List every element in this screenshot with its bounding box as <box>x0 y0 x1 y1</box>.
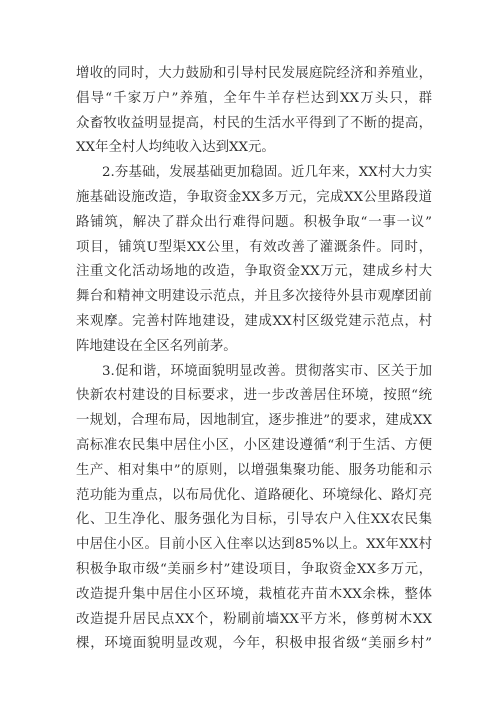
text-line: 快新农村建设的目标要求，进一步改善居住环境，按照“统 <box>76 388 432 404</box>
text-line: 中居住小区。目前小区入住率以达到85%以上。XX年XX村 <box>76 537 432 553</box>
document-body <box>76 62 432 657</box>
text-line: 改造提升集中居住小区环境，栽植花卉苗木XX余株，整体 <box>76 586 432 602</box>
text-line: 增收的同时，大力鼓励和引导村民发展庭院经济和养殖业， <box>76 66 432 81</box>
text-line: 倡导“千家万户”养殖，全年牛羊存栏达到XX万头只，群 <box>76 90 432 106</box>
text-line: 注重文化活动场地的改造，争取资金XX万元，建成乡村大 <box>76 264 432 280</box>
text-line: 范功能为重点，以布局优化、道路硬化、环境绿化、路灯亮 <box>76 487 432 503</box>
text-line: 化、卫生净化、服务强化为目标，引导农户入住XX农民集 <box>76 512 432 528</box>
section-2-heading-line: 2.夯基础，发展基础更加稳固。近几年来，XX村大力实 <box>102 165 432 181</box>
text-line: 项目，铺筑U型渠XX公里，有效改善了灌溉条件。同时， <box>76 239 432 255</box>
text-line: 舞台和精神文明建设示范点，并且多次接待外县市观摩团前 <box>76 289 432 305</box>
text-line: 来观摩。完善村阵地建设，建成XX村区级党建示范点，村 <box>76 313 432 329</box>
text-line: 棵，环境面貌明显改观，今年，积极申报省级“美丽乡村” <box>76 636 432 652</box>
text-line: 生产、相对集中”的原则，以增强集聚功能、服务功能和示 <box>76 462 432 478</box>
text-line: 施基础设施改造，争取资金XX多万元，完成XX公里路段道 <box>76 189 432 205</box>
text-line: 一规划，合理布局，因地制宜，逐步推进”的要求，建成XX <box>76 413 432 429</box>
text-line: 改造提升居民点XX个，粉刷前墙XX平方米，修剪树木XX <box>76 611 432 627</box>
text-line: XX年全村人均纯收入达到XX元。 <box>76 140 275 156</box>
text-line: 路铺筑，解决了群众出行难得问题。积极争取“一事一议” <box>76 214 432 230</box>
text-line: 阵地建设在全区名列前茅。 <box>76 338 237 354</box>
text-line: 积极争取市级“美丽乡村”建设项目，争取资金XX多万元， <box>76 561 432 577</box>
section-3-heading-line: 3.促和谐，环境面貌明显改善。贯彻落实市、区关于加 <box>102 363 432 379</box>
text-line: 众畜牧收益明显提高，村民的生活水平得到了不断的提高， <box>76 115 432 131</box>
text-line: 高标准农民集中居住小区，小区建设遵循“利于生活、方便 <box>76 437 432 453</box>
